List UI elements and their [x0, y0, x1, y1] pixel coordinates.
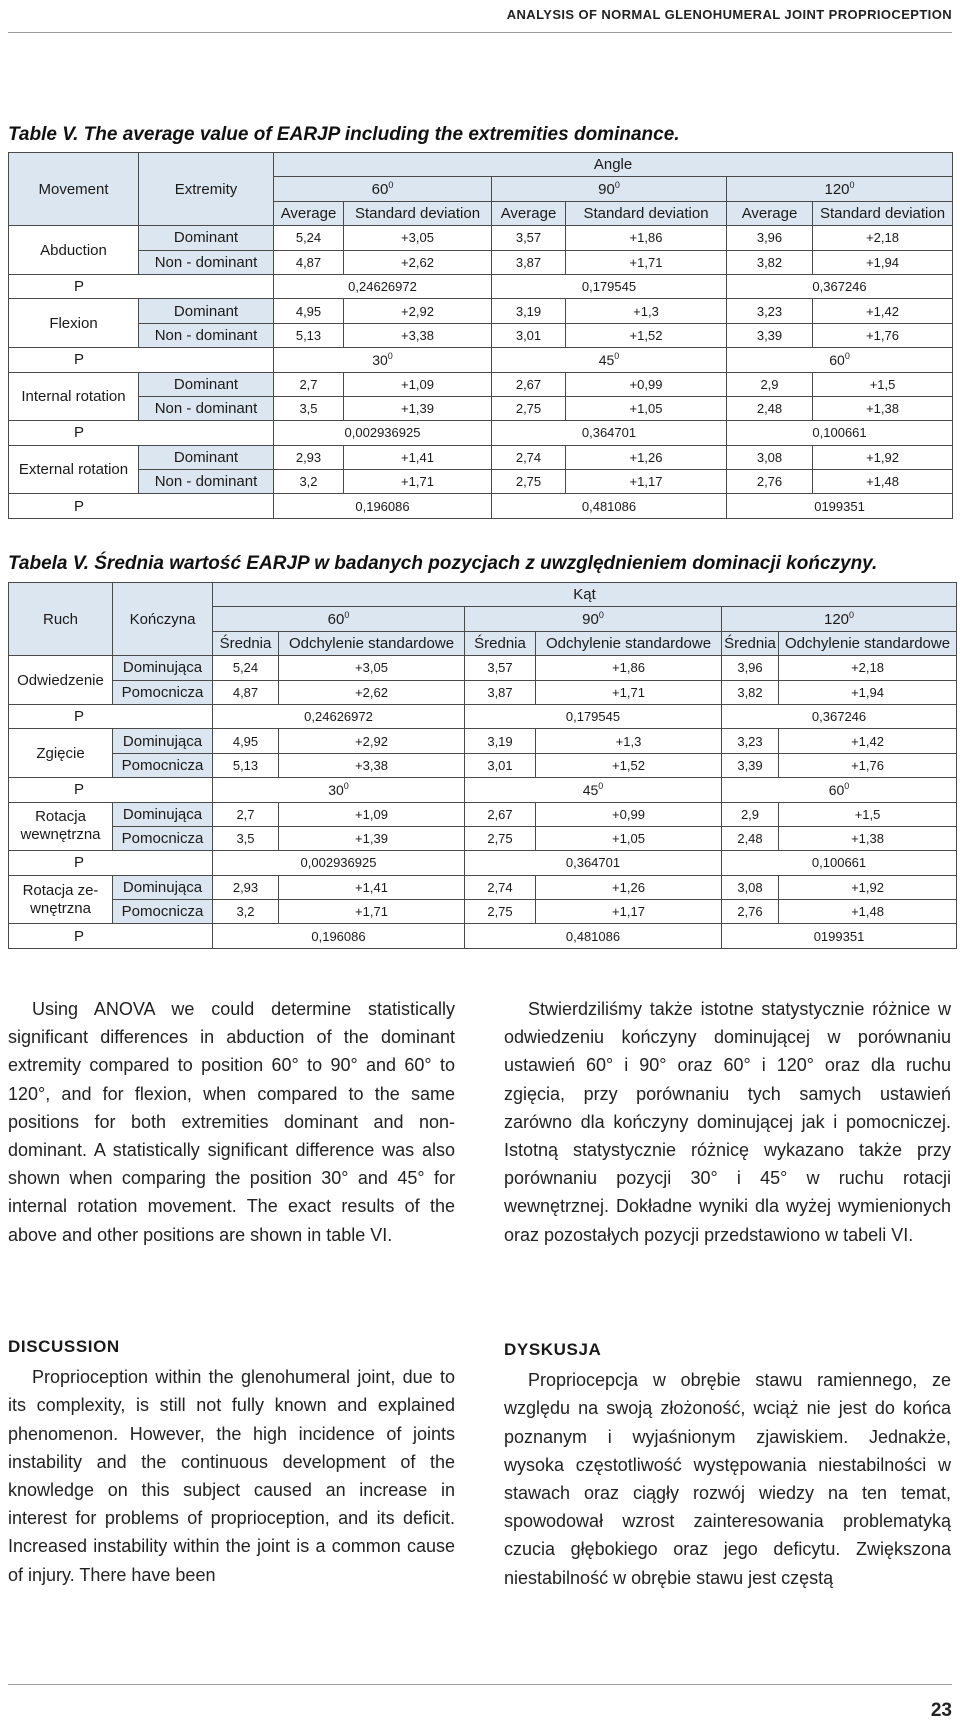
table-row	[9, 851, 957, 875]
p-label: P	[9, 348, 274, 372]
table-row	[9, 226, 953, 250]
table-cell: 3,5	[274, 396, 344, 420]
table-row	[9, 153, 953, 177]
extremity-non-dominant: Pomocnicza	[113, 900, 213, 924]
extremity-dominant: Dominant	[139, 299, 274, 323]
discussion-heading-pl: DYSKUSJA	[504, 1340, 602, 1359]
table-cell: +1,09	[344, 372, 492, 396]
table-cell: 2,9	[727, 372, 813, 396]
table-cell: 3,96	[722, 656, 779, 680]
extremity-dominant: Dominująca	[113, 729, 213, 753]
angle-120-header: $120^0$	[722, 607, 957, 631]
angle-header: Angle	[274, 153, 953, 177]
sd-header: Odchylenie standardowe	[779, 631, 957, 655]
table-cell: 4,87	[274, 250, 344, 274]
table-cell: +1,26	[536, 875, 722, 899]
table-caption-en: Table V. The average value of EARJP including the extremities dominance.	[8, 124, 680, 145]
table-cell: +3,05	[344, 226, 492, 250]
movement-internal-rotation: Internal rotation	[9, 372, 139, 421]
p-value: 0199351	[722, 924, 957, 948]
table-cell: 3,19	[465, 729, 536, 753]
table-cell: +1,41	[279, 875, 465, 899]
table-cell: 2,7	[274, 372, 344, 396]
p-value: 0,24626972	[213, 704, 465, 728]
p-value: 0,196086	[274, 494, 492, 518]
table-cell: +1,71	[536, 680, 722, 704]
angle-60-header: $60^0$	[727, 348, 953, 372]
table-cell: +1,86	[566, 226, 727, 250]
table-cell: 3,39	[727, 323, 813, 347]
p-label: P	[9, 778, 213, 802]
table-cell: 2,7	[213, 802, 279, 826]
extremity-non-dominant: Non - dominant	[139, 396, 274, 420]
table-cell: +3,38	[279, 753, 465, 777]
table-cell: 5,13	[274, 323, 344, 347]
table-cell: +1,92	[813, 445, 953, 469]
running-head	[0, 0, 960, 30]
table-row	[9, 470, 953, 494]
table-cell: +0,99	[536, 802, 722, 826]
discussion-heading-en: DISCUSSION	[8, 1337, 120, 1356]
extremity-header: Extremity	[139, 153, 274, 226]
table-cell: 3,57	[492, 226, 566, 250]
table-cell: 5,24	[274, 226, 344, 250]
extremity-dominant: Dominant	[139, 372, 274, 396]
table-row	[9, 778, 957, 802]
p-label: P	[9, 421, 274, 445]
table-cell: 3,01	[492, 323, 566, 347]
table-cell: 2,75	[492, 396, 566, 420]
movement-flexion: Zgięcie	[9, 729, 113, 778]
average-header: Average	[492, 201, 566, 225]
extremity-non-dominant: Pomocnicza	[113, 753, 213, 777]
table-row	[9, 656, 957, 680]
table-cell: +3,38	[344, 323, 492, 347]
table-cell: 3,23	[727, 299, 813, 323]
p-value: 0,179545	[492, 274, 727, 298]
table-caption-pl: Tabela V. Średnia wartość EARJP w badanych pozycjach z uwzględnieniem dominacji kończyny.	[8, 553, 878, 574]
table-cell: 2,74	[492, 445, 566, 469]
table-cell: +1,38	[779, 826, 957, 850]
table-cell: +1,5	[813, 372, 953, 396]
table-cell: +1,39	[279, 826, 465, 850]
table-cell: +2,62	[279, 680, 465, 704]
table-cell: +1,17	[566, 470, 727, 494]
movement-header: Movement	[9, 153, 139, 226]
table-row	[9, 583, 957, 607]
p-value: 0,002936925	[213, 851, 465, 875]
average-header: Średnia	[213, 631, 279, 655]
table-row	[9, 826, 957, 850]
sd-header: Standard deviation	[813, 201, 953, 225]
table-cell: +1,76	[813, 323, 953, 347]
table-cell: 2,76	[727, 470, 813, 494]
extremity-dominant: Dominująca	[113, 656, 213, 680]
table-row	[9, 729, 957, 753]
results-paragraph-en	[8, 995, 455, 1249]
table-row	[9, 372, 953, 396]
p-value: 0,002936925	[274, 421, 492, 445]
table-cell: +1,3	[536, 729, 722, 753]
table-cell: +1,3	[566, 299, 727, 323]
table-cell: 5,24	[213, 656, 279, 680]
discussion-section-en	[8, 1333, 455, 1589]
table-row	[9, 875, 957, 899]
table-cell: +1,05	[566, 396, 727, 420]
table-cell: 2,93	[274, 445, 344, 469]
table-cell: 5,13	[213, 753, 279, 777]
table-cell: 3,87	[465, 680, 536, 704]
table-cell: +1,09	[279, 802, 465, 826]
angle-60-header: $60^0$	[213, 607, 465, 631]
table-cell: 3,08	[727, 445, 813, 469]
table-cell: 3,08	[722, 875, 779, 899]
table-row	[9, 900, 957, 924]
table-cell: 4,95	[274, 299, 344, 323]
table-cell: 3,23	[722, 729, 779, 753]
table-cell: +1,05	[536, 826, 722, 850]
p-label: P	[9, 851, 213, 875]
table-row	[9, 445, 953, 469]
table-cell: 3,19	[492, 299, 566, 323]
p-value: 0,481086	[465, 924, 722, 948]
discussion-text-en: Proprioception within the glenohumeral joint, due to its complexity, is still not fully known and explained phenomenon. However, the high incidence of joints instability and the continuous development of the knowledge on this subject caused an increase in interest for problems of proprioception, and its deficit. Increased instability within the joint is a common cause of injury. There have been	[8, 1367, 455, 1585]
extremity-non-dominant: Non - dominant	[139, 323, 274, 347]
table-row	[9, 348, 953, 372]
table-cell: +1,52	[536, 753, 722, 777]
table-cell: +1,71	[344, 470, 492, 494]
table-cell: +2,18	[813, 226, 953, 250]
average-header: Średnia	[722, 631, 779, 655]
table-cell: 3,01	[465, 753, 536, 777]
angle-90-header: $90^0$	[465, 607, 722, 631]
table-cell: +1,41	[344, 445, 492, 469]
table-en	[8, 152, 953, 519]
p-value: 0,367246	[727, 274, 953, 298]
average-header: Average	[727, 201, 813, 225]
table-cell: 2,67	[465, 802, 536, 826]
table-cell: +1,71	[279, 900, 465, 924]
table-cell: 2,75	[492, 470, 566, 494]
p-label: P	[9, 274, 274, 298]
table-row	[9, 250, 953, 274]
running-head-title: ANALYSIS OF NORMAL GLENOHUMERAL JOINT PROPRIOCEPTION	[506, 7, 952, 22]
p-value: 0,196086	[213, 924, 465, 948]
table-cell: +1,92	[779, 875, 957, 899]
p-label: P	[9, 924, 213, 948]
p-value: 0,24626972	[274, 274, 492, 298]
table-row	[9, 680, 957, 704]
movement-abduction: Abduction	[9, 226, 139, 275]
table-cell: +1,48	[813, 470, 953, 494]
table-cell: +2,92	[279, 729, 465, 753]
table-cell: 3,2	[213, 900, 279, 924]
table-cell: 2,9	[722, 802, 779, 826]
p-value: 0,367246	[722, 704, 957, 728]
angle-45-header: $45^0$	[492, 348, 727, 372]
bottom-divider	[8, 1684, 952, 1685]
movement-external-rotation: External rotation	[9, 445, 139, 494]
table-cell: +1,39	[344, 396, 492, 420]
p-value: 0,100661	[722, 851, 957, 875]
average-header: Average	[274, 201, 344, 225]
table-row	[9, 323, 953, 347]
table-row	[9, 494, 953, 518]
table-row	[9, 753, 957, 777]
sd-header: Standard deviation	[344, 201, 492, 225]
table-pl	[8, 582, 957, 949]
movement-header: Ruch	[9, 583, 113, 656]
angle-45-header: $45^0$	[465, 778, 722, 802]
results-text-pl: Stwierdziliśmy także istotne statystycznie różnice w odwiedzeniu kończyny dominującej w porównaniu ustawień 60° i 90° oraz 60° i 120° oraz dla ruchu zgięcia, przy porównaniu tych samych ustawień zarówno dla kończyny dominującej jak i pomocniczej. Istotną statystycznie różnicę wykazano także przy porównaniu pozycji 30° i 45° w ruchu rotacji wewnętrznej. Dokładne wyniki dla wyżej wymienionych oraz pozostałych pozycji przedstawiono w tabeli VI.	[504, 999, 951, 1245]
p-label: P	[9, 494, 274, 518]
p-value: 0,364701	[465, 851, 722, 875]
table-cell: +3,05	[279, 656, 465, 680]
table-cell: +1,48	[779, 900, 957, 924]
angle-60-header: $60^0$	[274, 177, 492, 201]
table-cell: +0,99	[566, 372, 727, 396]
sd-header: Odchylenie standardowe	[536, 631, 722, 655]
table-cell: +1,52	[566, 323, 727, 347]
extremity-dominant: Dominująca	[113, 802, 213, 826]
table-row	[9, 299, 953, 323]
movement-external-rotation: Rotacja ze- wnętrzna	[9, 875, 113, 924]
angle-header: Kąt	[213, 583, 957, 607]
table-cell: +1,94	[813, 250, 953, 274]
extremity-header: Kończyna	[113, 583, 213, 656]
table-cell: 3,82	[727, 250, 813, 274]
extremity-non-dominant: Pomocnicza	[113, 826, 213, 850]
angle-120-header: $120^0$	[727, 177, 953, 201]
average-header: Średnia	[465, 631, 536, 655]
movement-flexion: Flexion	[9, 299, 139, 348]
table-cell: +2,18	[779, 656, 957, 680]
discussion-section-pl	[504, 1336, 951, 1592]
table-cell: +1,17	[536, 900, 722, 924]
table-cell: +1,5	[779, 802, 957, 826]
discussion-text-pl: Propriocepcja w obrębie stawu ramiennego, ze względu na swoją złożoność, wciąż nie jest do końca poznanym i wyjaśnionym zjawiskiem. Jednakże, wysoka częstotliwość występowania niestabilności w stawach oraz ciągły rozwój wiedzy na ten temat, spowodował wzrost zainteresowania problematyką czucia głębokiego oraz jego deficytu. Zwiększona niestabilność w obrębie stawu jest częstą	[504, 1370, 951, 1588]
table-cell: +1,26	[566, 445, 727, 469]
extremity-non-dominant: Pomocnicza	[113, 680, 213, 704]
table-cell: 3,82	[722, 680, 779, 704]
top-divider	[8, 32, 952, 33]
table-cell: 2,75	[465, 826, 536, 850]
results-paragraph-pl	[504, 995, 951, 1249]
table-row	[9, 704, 957, 728]
sd-header: Odchylenie standardowe	[279, 631, 465, 655]
p-value: 0,481086	[492, 494, 727, 518]
table-cell: 2,67	[492, 372, 566, 396]
p-label: P	[9, 704, 213, 728]
movement-internal-rotation: Rotacja wewnętrzna	[9, 802, 113, 851]
table-cell: 3,96	[727, 226, 813, 250]
extremity-non-dominant: Non - dominant	[139, 470, 274, 494]
table-cell: 4,87	[213, 680, 279, 704]
table-cell: 2,75	[465, 900, 536, 924]
table-cell: 2,48	[722, 826, 779, 850]
angle-90-header: $90^0$	[492, 177, 727, 201]
table-cell: +2,92	[344, 299, 492, 323]
table-cell: 2,93	[213, 875, 279, 899]
table-cell: +1,38	[813, 396, 953, 420]
p-value: 0199351	[727, 494, 953, 518]
extremity-dominant: Dominant	[139, 226, 274, 250]
table-cell: +1,42	[779, 729, 957, 753]
table-cell: 4,95	[213, 729, 279, 753]
extremity-non-dominant: Non - dominant	[139, 250, 274, 274]
p-value: 0,179545	[465, 704, 722, 728]
p-value: 0,364701	[492, 421, 727, 445]
table-cell: 3,5	[213, 826, 279, 850]
table-row	[9, 802, 957, 826]
table-cell: 3,2	[274, 470, 344, 494]
table-cell: 3,57	[465, 656, 536, 680]
angle-30-header: $30^0$	[213, 778, 465, 802]
page-number: 23	[930, 1700, 952, 1721]
table-cell: 2,76	[722, 900, 779, 924]
table-cell: 2,74	[465, 875, 536, 899]
table-cell: +2,62	[344, 250, 492, 274]
table-cell: 3,87	[492, 250, 566, 274]
extremity-dominant: Dominująca	[113, 875, 213, 899]
angle-30-header: $30^0$	[274, 348, 492, 372]
results-text-en: Using ANOVA we could determine statistically significant differences in abduction of the dominant extremity compared to position 60° to 90° and 60° to 120°, and for flexion, when compared to the same positions for both extremities dominant and non-dominant. A statistically significant difference was also shown when comparing the position 30° and 45° for internal rotation movement. The exact results of the above and other positions are shown in table VI.	[8, 999, 455, 1245]
table-row	[9, 396, 953, 420]
table-row	[9, 924, 957, 948]
table-row	[9, 274, 953, 298]
table-row	[9, 421, 953, 445]
table-cell: +1,94	[779, 680, 957, 704]
sd-header: Standard deviation	[566, 201, 727, 225]
movement-abduction: Odwiedzenie	[9, 656, 113, 705]
table-cell: 2,48	[727, 396, 813, 420]
table-cell: +1,71	[566, 250, 727, 274]
p-value: 0,100661	[727, 421, 953, 445]
table-cell: 3,39	[722, 753, 779, 777]
table-cell: +1,86	[536, 656, 722, 680]
extremity-dominant: Dominant	[139, 445, 274, 469]
table-cell: +1,42	[813, 299, 953, 323]
table-cell: +1,76	[779, 753, 957, 777]
angle-60-header: $60^0$	[722, 778, 957, 802]
